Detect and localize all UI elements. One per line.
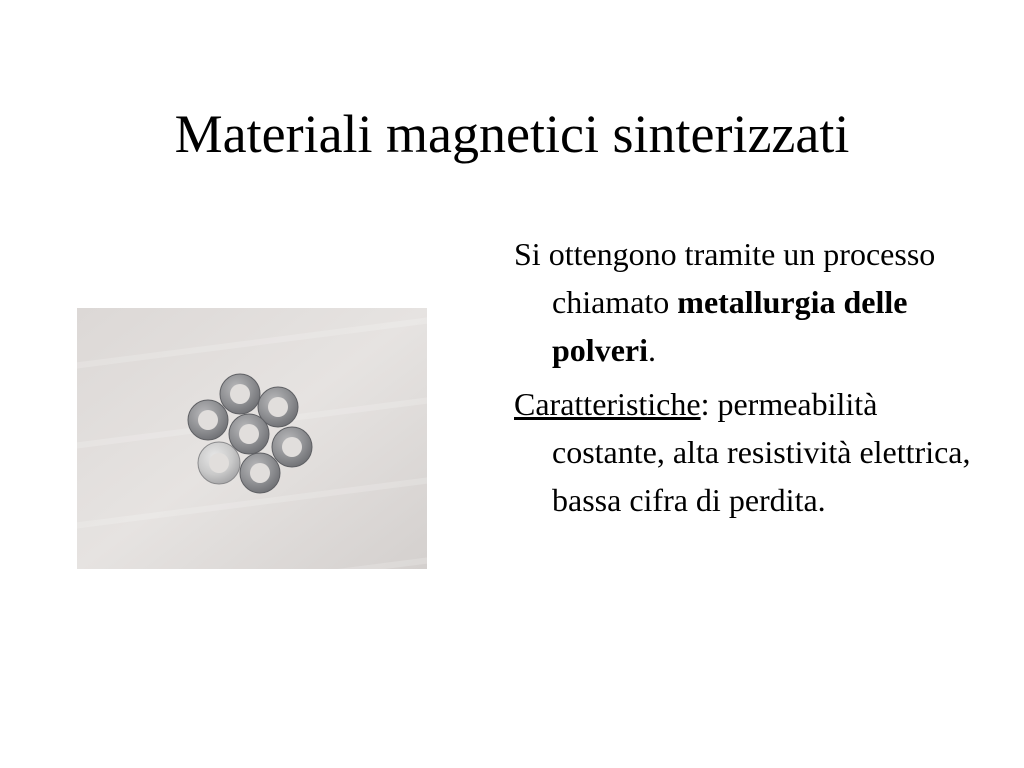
bullet-process-emphasis: metallurgia delle polveri — [552, 284, 908, 368]
bullet-characteristics — [514, 380, 994, 524]
bullet-process-intro: Si ottengono tramite un processo chiamato — [514, 236, 936, 320]
characteristics-label: Caratteristiche — [514, 386, 701, 422]
sintered-rings-photo — [77, 308, 427, 569]
slide-body — [514, 230, 994, 530]
characteristics-text: permeabilità costante, alta resistività elettrica, bassa cifra di perdita. — [552, 386, 971, 518]
bullet-process-end: . — [647, 332, 656, 368]
characteristics-separator: : — [700, 386, 710, 422]
slide-title: Materiali magnetici sinterizzati — [174, 104, 850, 164]
bullet-process — [514, 230, 994, 374]
